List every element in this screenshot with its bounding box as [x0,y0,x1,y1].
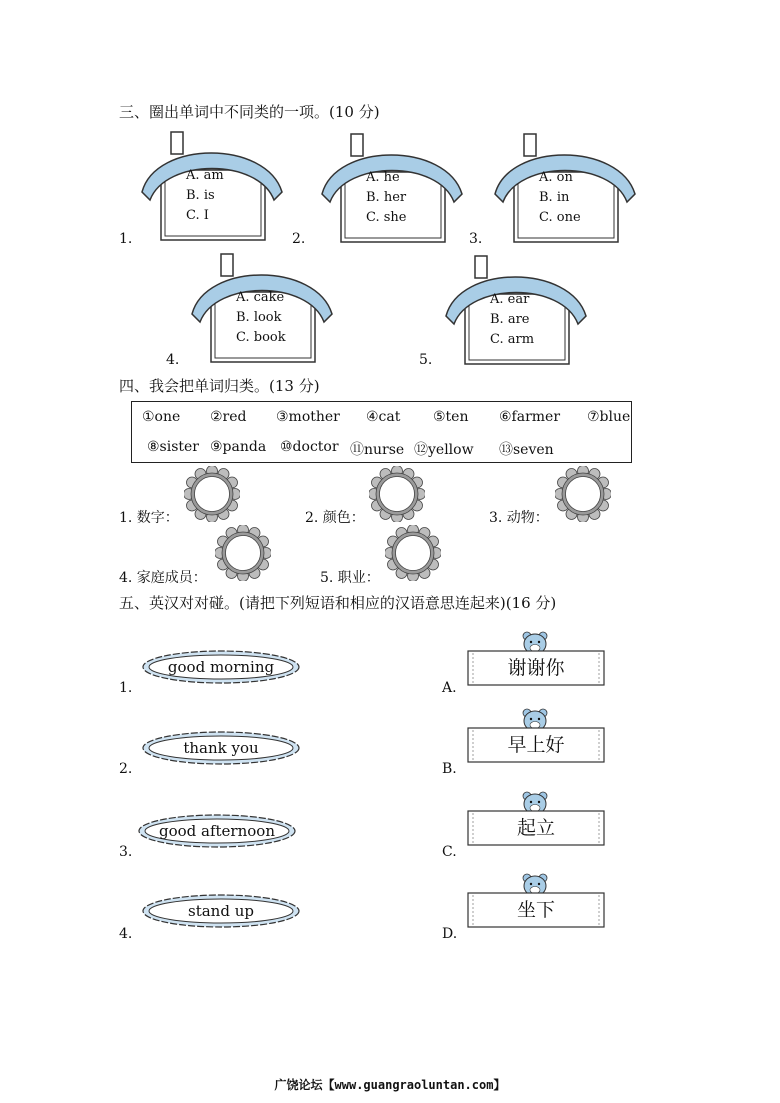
word-item: ⑧sister [147,439,200,455]
house-3-option-a[interactable]: A. on [539,170,573,185]
chinese-meaning-c[interactable] [466,787,606,847]
word-bank [131,401,632,463]
word-item: ⑨panda [210,439,267,455]
word-item: ⑤ten [433,409,469,425]
english-4-number: 4. [119,926,133,942]
word-item: ⑦blue [587,409,631,425]
english-phrase-3[interactable] [136,812,298,850]
flower-icon [184,466,240,522]
house-4-option-a[interactable]: A. cake [236,290,285,305]
chinese-c-letter: C. [442,844,457,860]
flower-answer-circle[interactable] [555,466,611,522]
english-1-number: 1. [119,680,133,696]
chinese-d-letter: D. [442,926,458,942]
house-1-number: 1. [119,231,133,247]
house-5-option-a[interactable]: A. ear [490,292,530,307]
word-item: ⑬seven [499,442,554,458]
house-3-option-c[interactable]: C. one [539,210,581,225]
english-phrase-text: good afternoon [159,822,275,840]
chinese-meaning-text: 坐下 [516,899,555,921]
category-colors-label: 2. 颜色： [305,510,365,526]
flower-icon [385,525,441,581]
chinese-meaning-d[interactable] [466,869,606,929]
chinese-meaning-b[interactable] [466,704,606,764]
section5-title: 五、英汉对对碰。(请把下列短语和相应的汉语意思连起来)(16 分) [119,594,557,612]
chinese-a-letter: A. [442,680,457,696]
house-5-option-b[interactable]: B. are [490,312,530,327]
house-2-option-a[interactable]: A. he [366,170,400,185]
section3-title: 三、圈出单词中不同类的一项。(10 分) [119,103,380,121]
chinese-meaning-text: 谢谢你 [507,657,565,679]
flower-answer-circle[interactable] [369,466,425,522]
word-item: ⑥farmer [499,409,561,425]
flower-answer-circle[interactable] [184,466,240,522]
house-3-number: 3. [469,231,483,247]
category-animals-label: 3. 动物： [489,510,549,526]
english-phrase-4[interactable] [140,892,302,930]
word-item: ②red [210,409,247,425]
section4-title: 四、我会把单词归类。(13 分) [119,377,320,395]
english-phrase-2[interactable] [140,729,302,767]
house-4-number: 4. [166,352,180,368]
chinese-meaning-text: 起立 [516,817,555,839]
house-5-number: 5. [419,352,433,368]
house-5-option-c[interactable]: C. arm [490,332,535,347]
flower-icon [555,466,611,522]
house-4-option-b[interactable]: B. look [236,310,282,325]
word-item: ⑪nurse [350,442,405,458]
flower-icon [215,525,271,581]
house-1-option-c[interactable]: C. I [186,208,209,223]
house-4-option-c[interactable]: C. book [236,330,286,345]
house-2-option-b[interactable]: B. her [366,190,407,205]
english-3-number: 3. [119,844,133,860]
house-5 [440,254,590,366]
chinese-meaning-a[interactable] [466,627,606,687]
english-2-number: 2. [119,761,133,777]
category-numbers-label: 1. 数字： [119,510,179,526]
word-item: ③mother [276,409,340,425]
category-family-label: 4. 家庭成员： [119,570,207,586]
house-2-option-c[interactable]: C. she [366,210,407,225]
word-item: ⑩doctor [280,439,339,455]
house-1-option-b[interactable]: B. is [186,188,215,203]
house-3 [489,132,639,244]
english-phrase-text: thank you [183,739,259,757]
word-item: ⑫yellow [414,442,474,458]
english-phrase-1[interactable] [140,648,302,686]
house-1-option-a[interactable]: A. am [186,168,224,183]
category-jobs-label: 5. 职业： [320,570,380,586]
flower-answer-circle[interactable] [385,525,441,581]
house-2 [316,132,466,244]
house-3-option-b[interactable]: B. in [539,190,570,205]
chinese-b-letter: B. [442,761,457,777]
flower-answer-circle[interactable] [215,525,271,581]
flower-icon [369,466,425,522]
chinese-meaning-text: 早上好 [507,734,565,756]
word-item: ④cat [366,409,401,425]
english-phrase-text: good morning [167,658,275,676]
footer-watermark: 广饶论坛【www.guangraoluntan.com】 [274,1078,506,1092]
house-1 [136,130,286,242]
word-item: ①one [142,409,181,425]
english-phrase-text: stand up [188,902,254,920]
house-4 [186,252,336,364]
house-2-number: 2. [292,231,306,247]
